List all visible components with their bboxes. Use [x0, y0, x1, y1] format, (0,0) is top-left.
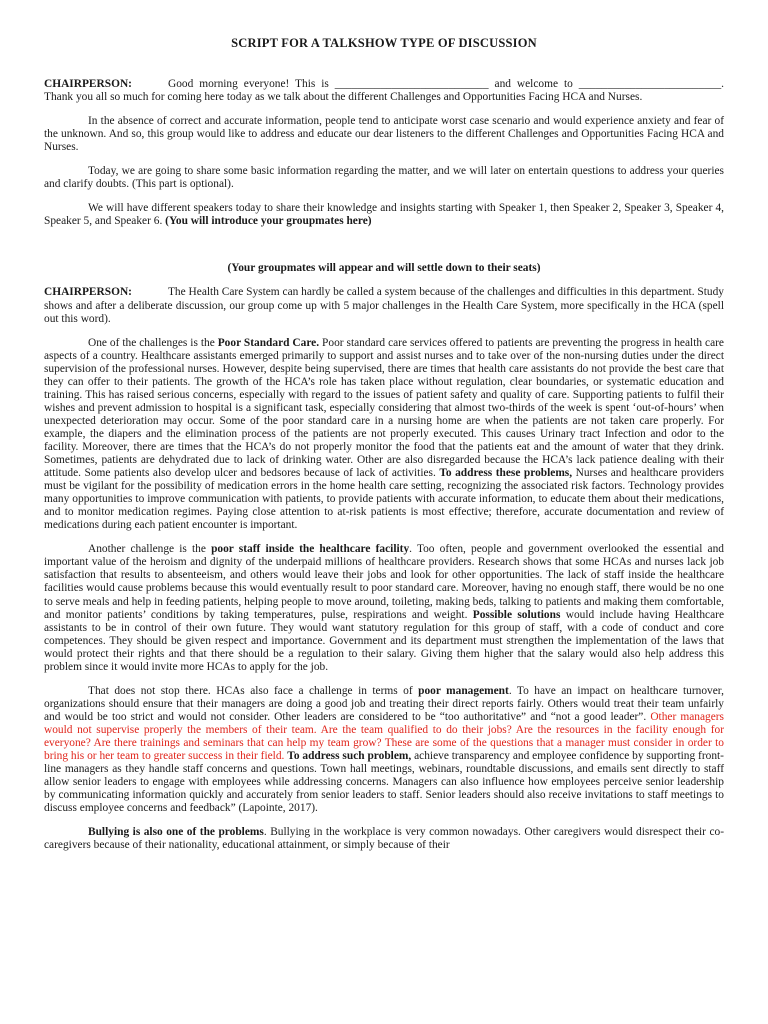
poor-management-solution-label: To address such problem,	[287, 750, 412, 763]
second-chair-paragraph	[44, 286, 724, 325]
poor-staff-lead: Another challenge is the	[88, 543, 212, 556]
speaker-label: CHAIRPERSON:	[44, 78, 132, 90]
poor-care-text: Poor standard care services offered to patients are preventing the progress in health care aspects of a country. Healthcare assistants emerged primarily to support and assist nurses and to take over of the non-nursing duties under the direct supervision of the professional nurses. However, despite being supervised, there are times that health care assistants do not provide the best care that they can offer to their patients. The growth of the HCA’s role has taken place without regulation, clear boundaries, or systematic education and training. This has raised serious concerns, especially with regard to the issues of patient safety and quality of care. Supporting patients to fulfil their wishes and prevent admission to hospital is a significant task, especially considering that almost two-thirds of the week is spent ‘out-of-hours’ when unexpected deterioration may occur. Some of the poor standard care in a nursing home are when the patients are not taken care properly. For example, the diapers and the elimination process of the patients are not properly executed. This causes Urinary tract Infection and odor to the facility. Moreover, there are times that the HCA’s do not properly monitor the food that the patients eat and the amount of water that they drink. Sometimes, patients are dehydrated due to lack of drinking water. Other are also disregarded because the HCA’s lack patience dealing with their attitude. Some patients also develop ulcer and bedsores because of lack of activities.	[44, 336, 724, 480]
bullying-paragraph	[44, 826, 724, 852]
speakers-text: We will have different speakers today to share their knowledge and insights starting with Speaker 1, then Speaker 2, Speaker 3, Speaker 4, Speaker 5, and Speaker 6.	[44, 202, 724, 228]
bullying-text: . Bullying in the workplace is very common nowadays. Other caregivers would disrespect their co-caregivers because of their nationality, educational attainment, or simply because of their	[44, 826, 724, 852]
poor-management-paragraph	[44, 685, 724, 815]
manager-questions-highlight: Other managers would not supervise properly the members of their team. Are the team qualified to do their jobs? Are the resources in the facility enough for everyone? Are there trainings and seminars that can help my team grow? These are some of the questions that a manager must consider in order to bring his or her team to greater success in their field.	[44, 710, 724, 763]
poor-management-lead: That does not stop there. HCAs also face a challenge in terms of	[88, 684, 419, 697]
poor-care-heading: Poor Standard Care.	[217, 336, 320, 349]
poor-care-paragraph	[44, 337, 724, 533]
poor-care-solution-label: To address these problems,	[439, 467, 573, 480]
stage-direction: (Your groupmates will appear and will settle down to their seats)	[227, 262, 541, 275]
poor-care-lead: One of the challenges is the	[88, 336, 218, 349]
poor-staff-paragraph	[44, 543, 724, 673]
poor-management-solution-text: achieve transparency and employee confidence by supporting front-line managers as they handle staff concerns and questions. Town hall meetings, webinars, roundtable discussions, and emails sent directly to staff allow senior leaders to engage with employees while addressing concerns. Managers can also influence how employees perceive senior leadership by communicating information quickly and accurately from senior leaders to staff. Senior leaders should also receive invitations to staff meetings to discuss employee concerns and feedback” (Lapointe, 2017).	[44, 750, 724, 815]
bullying-heading: Bullying is also one of the problems	[88, 826, 264, 839]
speakers-paragraph	[44, 202, 724, 228]
poor-staff-text: . Too often, people and government overlooked the essential and important value of the heroism and dignity of the underpaid millions of healthcare providers. Research shows that some HCAs and nurses lack job satisfaction that results to absenteeism, and others would leave their jobs and look for other opportunities. The lack of staff inside the healthcare facilities would cause problems because this would eventually result to poor standard care. Moreover, having no enough staff, there would be no one to serve meals and help in feeding patients, helping people to move around, toileting, making beds, talking to patients and making them comfortable, and monitor patients’ conditions by taking temperatures, pulse, respirations and weight.	[44, 543, 724, 621]
poor-management-text: . To have an impact on healthcare turnover, organizations should ensure that their managers are doing a good job and treating their direct reports fairly. Others would treat their team unfairly and would be too strict and would not consider. Other leaders are considered to be “too authoritative” and “not a good leader”.	[44, 684, 724, 723]
second-chair-text: The Health Care System can hardly be called a system because of the challenges and difficulties in this department. Study shows and after a deliberate discussion, our group come up with 5 major challenges in the Health Care System, more specifically in the HCA (spell out this word).	[44, 286, 724, 325]
document-title: SCRIPT FOR A TALKSHOW TYPE OF DISCUSSION	[231, 36, 537, 50]
absence-paragraph: In the absence of correct and accurate information, people tend to anticipate worst case scenario and would experience anxiety and fear of the unknown. And so, this group would like to address and educate our dear listeners to the different Challenges and Opportunities Facing HCA and Nurses.	[44, 115, 724, 154]
speaker-label: CHAIRPERSON:	[44, 286, 132, 299]
today-paragraph: Today, we are going to share some basic information regarding the matter, and we will later on entertain questions to address your queries and clarify doubts. (This part is optional).	[44, 165, 724, 191]
intro-paragraph	[44, 78, 724, 104]
poor-management-heading: poor management	[418, 684, 509, 697]
poor-care-solution-text: Nurses and healthcare providers must be vigilant for the possibility of medication errors in the home health care setting, recognizing the associated risk factors. Technology provides many opportunities to improve communication with patients, to provide patients with accurate information, to educate them about their medications, and to monitor medication regimes. Paying close attention to at-risk patients is most effective; therefore, accurate documentation and review of medications during each patient encounter is important.	[44, 467, 724, 532]
intro-greeting: Good morning everyone! This is ___________________________ and welcome to _________________________. Thank you all so much for coming here today as we talk about the different Challenges and Opportunities Facing HCA and Nurses.	[44, 78, 724, 104]
poor-staff-solution-text: would include having Healthcare assistants to be in control of their own future. They would want statutory regulation for this group of staff, with a code of conduct and core competences. They should be given respect and importance. Government and its department must strengthen the implementation of the laws that would protect their rights and that there should be a regulation to their salary. Giving them higher that the salary would also help address this problem since it would invite more HCAs to apply for the job.	[44, 608, 725, 673]
poor-staff-heading: poor staff inside the healthcare facility	[211, 543, 410, 556]
speakers-instruction: (You will introduce your groupmates here)	[165, 215, 372, 228]
poor-staff-solution-label: Possible solutions	[472, 608, 561, 621]
